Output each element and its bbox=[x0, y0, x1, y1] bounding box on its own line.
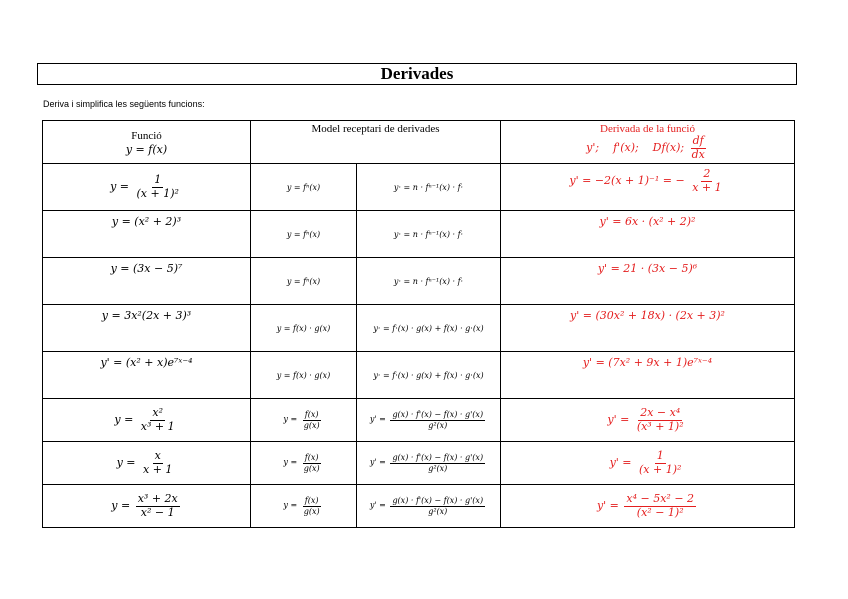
model-cell: y = f(x) · g(x) bbox=[251, 352, 357, 399]
function-cell bbox=[43, 164, 251, 211]
fraction-numerator: f(x) bbox=[304, 496, 319, 506]
header-notation-fraction bbox=[690, 135, 707, 161]
fraction-denominator: g(x) bbox=[303, 463, 320, 473]
fraction-numerator: f(x) bbox=[304, 410, 319, 420]
rule-cell bbox=[357, 442, 501, 485]
fraction-numerator: x⁴ − 5x² − 2 bbox=[626, 491, 695, 505]
model-cell bbox=[251, 485, 357, 528]
rule-cell: y· = f·(x) · g(x) + f(x) · g·(x) bbox=[357, 352, 501, 399]
function-fraction bbox=[139, 407, 177, 433]
result-cell: y' = 21 · (3x − 5)⁶ bbox=[501, 258, 795, 305]
fraction-denominator: g²(x) bbox=[428, 506, 448, 516]
rule-fraction bbox=[390, 496, 485, 515]
model-fraction bbox=[302, 453, 322, 472]
rule-cell: y· = f·(x) · g(x) + f(x) · g·(x) bbox=[357, 305, 501, 352]
fraction-denominator: x + 1 bbox=[692, 180, 722, 194]
fraction-denominator: (x + 1)² bbox=[639, 462, 682, 476]
fraction-numerator: 1 bbox=[154, 172, 162, 186]
table-row bbox=[43, 258, 795, 305]
rule-cell: y· = n · fⁿ⁻¹(x) · f· bbox=[357, 258, 501, 305]
rule-cell bbox=[357, 485, 501, 528]
fraction-numerator: x² bbox=[152, 405, 164, 419]
result-fraction bbox=[690, 168, 723, 194]
fraction-denominator: x + 1 bbox=[143, 462, 173, 476]
fraction-numerator: g(x) · f'(x) − f(x) · g'(x) bbox=[392, 410, 484, 420]
result-lhs: y' = bbox=[609, 456, 632, 469]
rule-cell: y· = n · fⁿ⁻¹(x) · f· bbox=[357, 211, 501, 258]
model-cell: y = f(x) · g(x) bbox=[251, 305, 357, 352]
function-cell bbox=[43, 442, 251, 485]
function-cell: y' = (x² + x)e⁷ˣ⁻⁴ bbox=[43, 352, 251, 399]
result-fraction bbox=[637, 450, 683, 476]
fraction-numerator: g(x) · f'(x) − f(x) · g'(x) bbox=[392, 453, 484, 463]
rule-cell bbox=[357, 399, 501, 442]
model-cell bbox=[251, 442, 357, 485]
fraction-numerator: x bbox=[154, 448, 161, 462]
function-lhs: y = bbox=[114, 413, 134, 426]
function-cell bbox=[43, 485, 251, 528]
fraction-numerator: 2x − x⁴ bbox=[640, 405, 681, 419]
fraction-numerator: f(x) bbox=[304, 453, 319, 463]
rule-lhs: y' = bbox=[369, 458, 386, 467]
table-row bbox=[43, 399, 795, 442]
instruction-text: Deriva i simplifica les següents funcions: bbox=[43, 99, 205, 109]
result-cell bbox=[501, 164, 795, 211]
fraction-denominator: x³ + 1 bbox=[140, 419, 175, 433]
function-fraction bbox=[136, 493, 180, 519]
function-lhs: y = bbox=[111, 499, 131, 512]
fraction-denominator: g²(x) bbox=[428, 463, 448, 473]
header-function-cell bbox=[43, 121, 251, 164]
header-notation-text: y'; f'(x); Df(x); bbox=[586, 141, 685, 154]
header-result-notation bbox=[503, 135, 792, 161]
function-cell bbox=[43, 399, 251, 442]
fraction-numerator: 1 bbox=[656, 448, 664, 462]
rule-cell: y· = n · fⁿ⁻¹(x) · f· bbox=[357, 164, 501, 211]
model-cell: y = fⁿ(x) bbox=[251, 164, 357, 211]
result-cell bbox=[501, 442, 795, 485]
header-function-label: Funció bbox=[131, 129, 162, 142]
fraction-denominator: (x² − 1)² bbox=[636, 505, 684, 519]
header-model-cell bbox=[251, 121, 501, 164]
header-result-label: Derivada de la funció bbox=[600, 122, 695, 135]
rule-fraction bbox=[390, 453, 485, 472]
rule-lhs: y' = bbox=[369, 415, 386, 424]
model-cell: y = fⁿ(x) bbox=[251, 211, 357, 258]
result-lhs: y' = −2(x + 1)⁻¹ = − bbox=[569, 174, 685, 188]
table-row bbox=[43, 211, 795, 258]
result-fraction bbox=[635, 407, 686, 433]
function-cell: y = (x² + 2)³ bbox=[43, 211, 251, 258]
result-cell: y' = (30x² + 18x) · (2x + 3)² bbox=[501, 305, 795, 352]
header-function-formula: y = f(x) bbox=[125, 142, 168, 156]
table-row bbox=[43, 352, 795, 399]
function-lhs: y = bbox=[110, 180, 130, 193]
model-cell: y = fⁿ(x) bbox=[251, 258, 357, 305]
table-row bbox=[43, 485, 795, 528]
function-cell: y = 3x²(2x + 3)³ bbox=[43, 305, 251, 352]
fraction-denominator: (x + 1)² bbox=[136, 186, 179, 200]
model-lhs: y = bbox=[283, 458, 298, 467]
fraction-denominator: x² − 1 bbox=[140, 505, 175, 519]
result-lhs: y' = bbox=[596, 499, 619, 512]
result-fraction bbox=[624, 493, 696, 519]
fraction-denominator: g²(x) bbox=[428, 420, 448, 430]
fraction-denominator: g(x) bbox=[303, 506, 320, 516]
result-cell bbox=[501, 399, 795, 442]
fraction-numerator: g(x) · f'(x) − f(x) · g'(x) bbox=[392, 496, 484, 506]
result-lhs: y' = bbox=[607, 413, 630, 426]
fraction-denominator: dx bbox=[691, 147, 705, 161]
fraction-denominator: g(x) bbox=[303, 420, 320, 430]
page-title: Derivades bbox=[380, 64, 454, 83]
result-cell: y' = (7x² + 9x + 1)e⁷ˣ⁻⁴ bbox=[501, 352, 795, 399]
page-title-box bbox=[37, 63, 797, 85]
table-row bbox=[43, 305, 795, 352]
fraction-numerator: x³ + 2x bbox=[137, 491, 178, 505]
fraction-denominator: (x³ + 1)² bbox=[636, 419, 684, 433]
model-fraction bbox=[302, 410, 322, 429]
table-row bbox=[43, 442, 795, 485]
table-row bbox=[43, 164, 795, 211]
header-row bbox=[43, 121, 795, 164]
model-cell bbox=[251, 399, 357, 442]
rule-lhs: y' = bbox=[369, 501, 386, 510]
result-cell: y' = 6x · (x² + 2)² bbox=[501, 211, 795, 258]
derivatives-table bbox=[42, 120, 795, 528]
header-result-cell bbox=[501, 121, 795, 164]
function-fraction bbox=[135, 174, 181, 200]
result-cell bbox=[501, 485, 795, 528]
rule-fraction bbox=[390, 410, 485, 429]
model-lhs: y = bbox=[283, 501, 298, 510]
function-lhs: y = bbox=[116, 456, 136, 469]
fraction-numerator: 2 bbox=[703, 167, 711, 180]
fraction-numerator: df bbox=[692, 133, 704, 147]
header-model-label: Model receptari de derivades bbox=[311, 123, 440, 135]
model-fraction bbox=[302, 496, 322, 515]
function-cell: y = (3x − 5)⁷ bbox=[43, 258, 251, 305]
function-fraction bbox=[141, 450, 174, 476]
model-lhs: y = bbox=[283, 415, 298, 424]
